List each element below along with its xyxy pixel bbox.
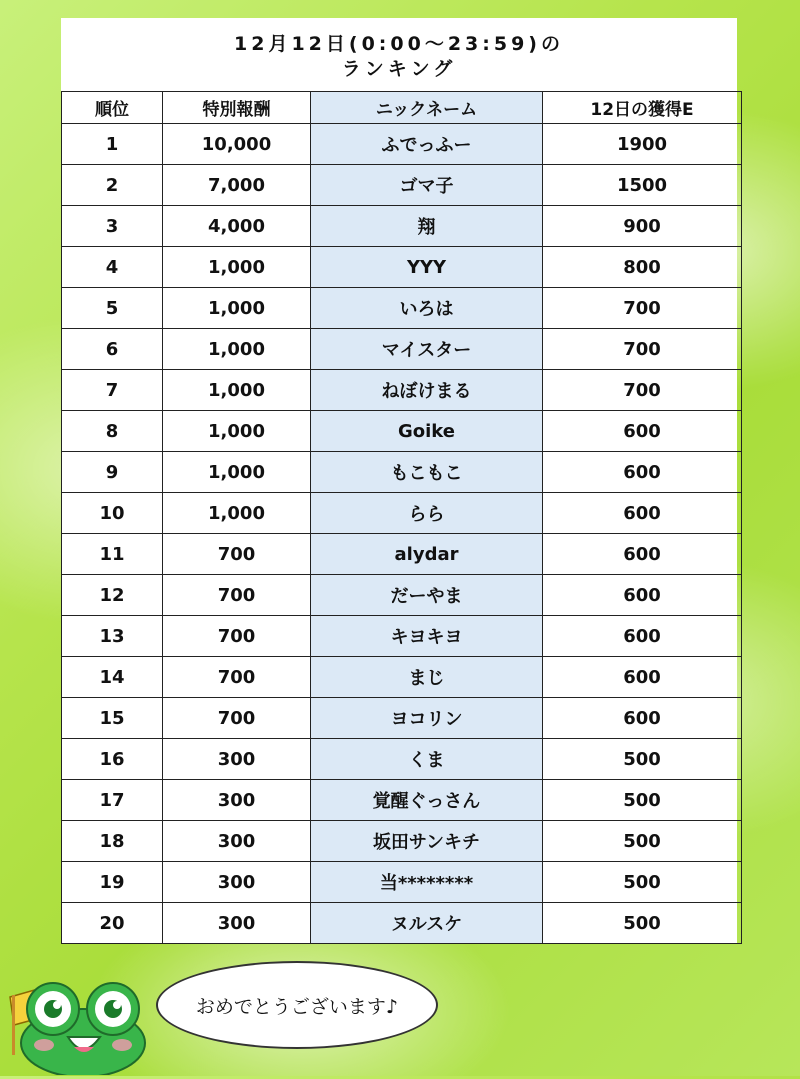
reward-cell: 1,000 bbox=[163, 329, 311, 370]
nickname-cell: 翔 bbox=[311, 206, 543, 247]
rank-cell: 15 bbox=[62, 698, 163, 739]
nickname-cell: Goike bbox=[311, 411, 543, 452]
table-row bbox=[62, 165, 742, 206]
reward-cell: 1,000 bbox=[163, 452, 311, 493]
earned-cell: 600 bbox=[543, 452, 742, 493]
table-row bbox=[62, 247, 742, 288]
rank-cell: 5 bbox=[62, 288, 163, 329]
earned-cell: 600 bbox=[543, 698, 742, 739]
reward-cell: 1,000 bbox=[163, 370, 311, 411]
rank-cell: 12 bbox=[62, 575, 163, 616]
table-row bbox=[62, 288, 742, 329]
reward-cell: 1,000 bbox=[163, 288, 311, 329]
reward-cell: 700 bbox=[163, 616, 311, 657]
rank-cell: 17 bbox=[62, 780, 163, 821]
reward-cell: 700 bbox=[163, 534, 311, 575]
header-nickname: ニックネーム bbox=[311, 92, 543, 124]
nickname-cell: マイスター bbox=[311, 329, 543, 370]
reward-cell: 300 bbox=[163, 821, 311, 862]
table-body bbox=[62, 124, 742, 944]
nickname-cell: キヨキヨ bbox=[311, 616, 543, 657]
table-row bbox=[62, 739, 742, 780]
reward-cell: 1,000 bbox=[163, 411, 311, 452]
earned-cell: 1900 bbox=[543, 124, 742, 165]
nickname-cell: ゴマ子 bbox=[311, 165, 543, 206]
header-earned: 12日の獲得E bbox=[543, 92, 742, 124]
earned-cell: 600 bbox=[543, 411, 742, 452]
earned-cell: 500 bbox=[543, 903, 742, 944]
rank-cell: 20 bbox=[62, 903, 163, 944]
reward-cell: 1,000 bbox=[163, 247, 311, 288]
ranking-title bbox=[61, 18, 737, 91]
earned-cell: 500 bbox=[543, 780, 742, 821]
rank-cell: 1 bbox=[62, 124, 163, 165]
earned-cell: 500 bbox=[543, 821, 742, 862]
earned-cell: 600 bbox=[543, 616, 742, 657]
earned-cell: 600 bbox=[543, 534, 742, 575]
nickname-cell: だーやま bbox=[311, 575, 543, 616]
rank-cell: 18 bbox=[62, 821, 163, 862]
nickname-cell: もこもこ bbox=[311, 452, 543, 493]
rank-cell: 2 bbox=[62, 165, 163, 206]
table-row bbox=[62, 493, 742, 534]
earned-cell: 600 bbox=[543, 575, 742, 616]
ranking-board bbox=[61, 18, 737, 943]
nickname-cell: ねぼけまる bbox=[311, 370, 543, 411]
rank-cell: 13 bbox=[62, 616, 163, 657]
rank-cell: 3 bbox=[62, 206, 163, 247]
table-row bbox=[62, 616, 742, 657]
earned-cell: 1500 bbox=[543, 165, 742, 206]
frog-mascot-icon bbox=[8, 975, 148, 1075]
nickname-cell: ヨコリン bbox=[311, 698, 543, 739]
table-row bbox=[62, 698, 742, 739]
earned-cell: 500 bbox=[543, 739, 742, 780]
nickname-cell: ヌルスケ bbox=[311, 903, 543, 944]
nickname-cell: YYY bbox=[311, 247, 543, 288]
earned-cell: 800 bbox=[543, 247, 742, 288]
reward-cell: 700 bbox=[163, 698, 311, 739]
reward-cell: 4,000 bbox=[163, 206, 311, 247]
rank-cell: 16 bbox=[62, 739, 163, 780]
earned-cell: 900 bbox=[543, 206, 742, 247]
rank-cell: 10 bbox=[62, 493, 163, 534]
rank-cell: 4 bbox=[62, 247, 163, 288]
table-row bbox=[62, 124, 742, 165]
rank-cell: 8 bbox=[62, 411, 163, 452]
rank-cell: 14 bbox=[62, 657, 163, 698]
reward-cell: 300 bbox=[163, 739, 311, 780]
reward-cell: 300 bbox=[163, 780, 311, 821]
header-reward: 特別報酬 bbox=[163, 92, 311, 124]
rank-cell: 6 bbox=[62, 329, 163, 370]
table-row bbox=[62, 534, 742, 575]
table-row bbox=[62, 657, 742, 698]
nickname-cell: 当******** bbox=[311, 862, 543, 903]
nickname-cell: らら bbox=[311, 493, 543, 534]
nickname-cell: 覚醒ぐっさん bbox=[311, 780, 543, 821]
table-row bbox=[62, 411, 742, 452]
reward-cell: 300 bbox=[163, 862, 311, 903]
reward-cell: 300 bbox=[163, 903, 311, 944]
nickname-cell: いろは bbox=[311, 288, 543, 329]
rank-cell: 11 bbox=[62, 534, 163, 575]
reward-cell: 700 bbox=[163, 575, 311, 616]
table-row bbox=[62, 452, 742, 493]
rank-cell: 19 bbox=[62, 862, 163, 903]
title-line-1: 12月12日(0:00〜23:59)の bbox=[234, 33, 564, 55]
earned-cell: 700 bbox=[543, 329, 742, 370]
reward-cell: 7,000 bbox=[163, 165, 311, 206]
nickname-cell: 坂田サンキチ bbox=[311, 821, 543, 862]
table-row bbox=[62, 862, 742, 903]
table-row bbox=[62, 821, 742, 862]
congrats-bubble bbox=[156, 961, 438, 1049]
nickname-cell: くま bbox=[311, 739, 543, 780]
nickname-cell: alydar bbox=[311, 534, 543, 575]
table-row bbox=[62, 903, 742, 944]
table-row bbox=[62, 329, 742, 370]
table-row bbox=[62, 206, 742, 247]
table-row bbox=[62, 575, 742, 616]
reward-cell: 1,000 bbox=[163, 493, 311, 534]
table-row bbox=[62, 370, 742, 411]
earned-cell: 700 bbox=[543, 370, 742, 411]
nickname-cell: ふでっふー bbox=[311, 124, 543, 165]
rank-cell: 7 bbox=[62, 370, 163, 411]
table-header-row bbox=[62, 92, 742, 124]
earned-cell: 500 bbox=[543, 862, 742, 903]
reward-cell: 10,000 bbox=[163, 124, 311, 165]
congrats-text: おめでとうございます♪ bbox=[195, 995, 399, 1018]
nickname-cell: まじ bbox=[311, 657, 543, 698]
earned-cell: 600 bbox=[543, 493, 742, 534]
table-row bbox=[62, 780, 742, 821]
earned-cell: 600 bbox=[543, 657, 742, 698]
earned-cell: 700 bbox=[543, 288, 742, 329]
reward-cell: 700 bbox=[163, 657, 311, 698]
ranking-table bbox=[61, 91, 742, 944]
rank-cell: 9 bbox=[62, 452, 163, 493]
header-rank: 順位 bbox=[62, 92, 163, 124]
title-line-2: ランキング bbox=[341, 58, 457, 80]
